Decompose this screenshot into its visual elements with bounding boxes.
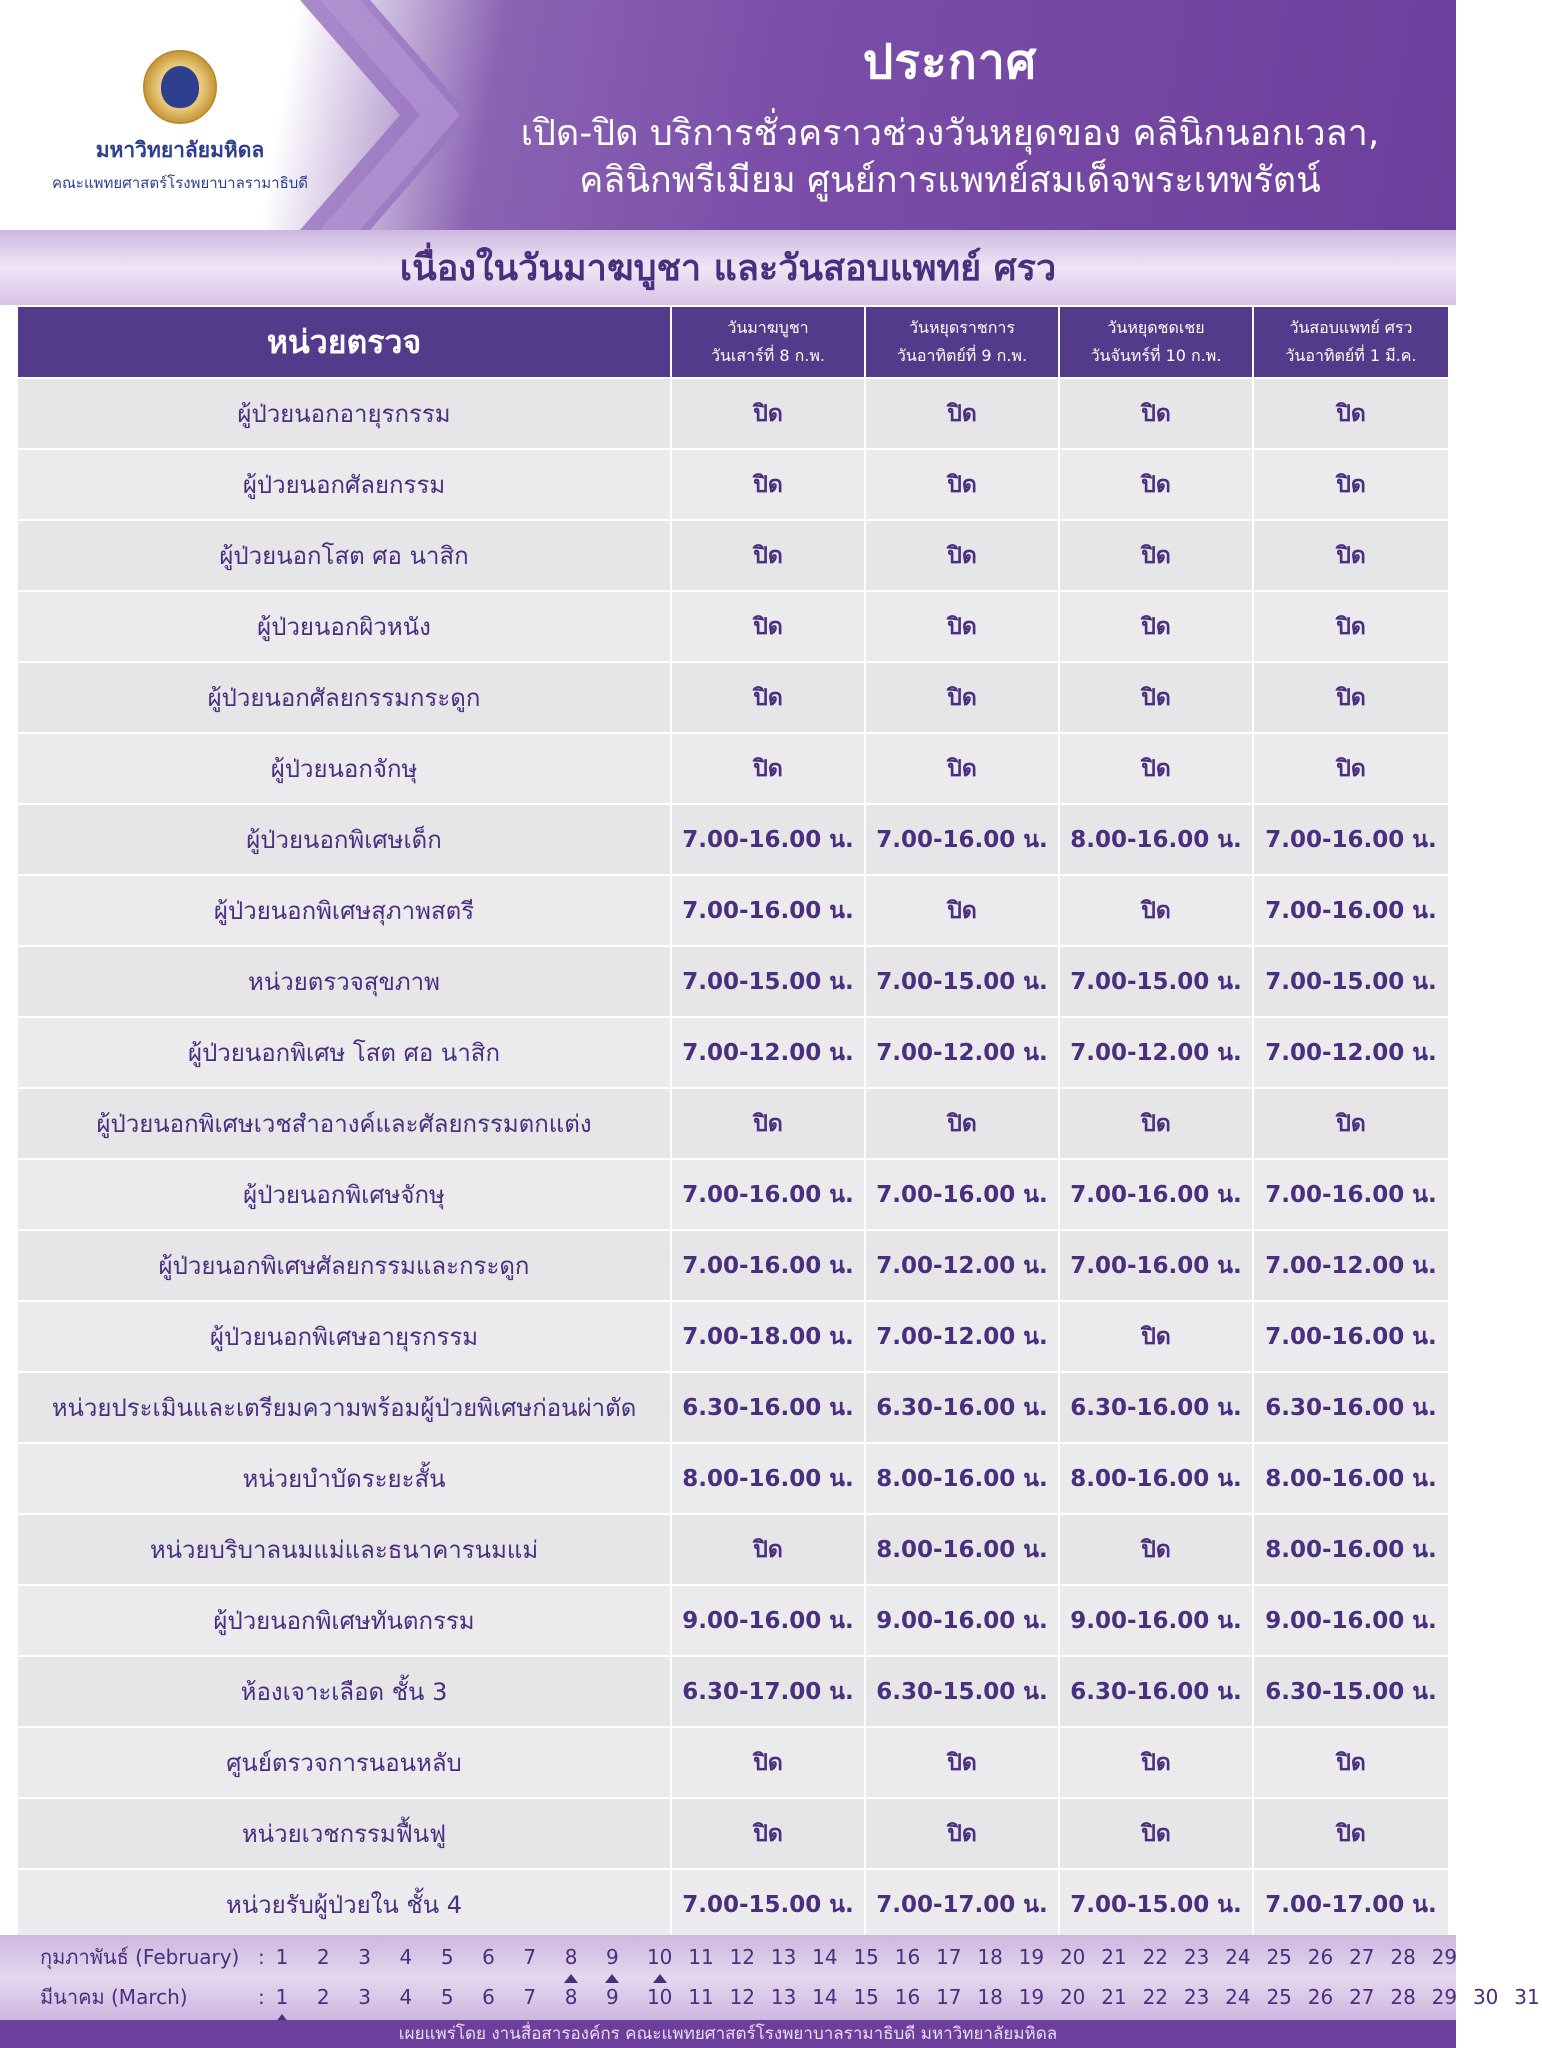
calendar-day: 16: [894, 1945, 921, 1969]
calendar-day: 24: [1225, 1985, 1251, 2009]
calendar-day: 26: [1307, 1985, 1334, 2009]
hours-cell: ปิด: [1253, 1798, 1449, 1869]
calendar-day: 7: [523, 1985, 537, 2009]
hours-cell: ปิด: [1253, 662, 1449, 733]
calendar-day: 19: [1018, 1945, 1045, 1969]
month-label-march: มีนาคม (March): [40, 1985, 188, 2009]
subtitle: เนื่องในวันมาฆบูชา และวันสอบแพทย์ ศรว: [399, 248, 1057, 289]
unit-name-cell: ผู้ป่วยนอกพิเศษทันตกรรม: [17, 1585, 671, 1656]
calendar-day: 27: [1349, 1945, 1375, 1969]
hours-cell: ปิด: [865, 520, 1059, 591]
hours-cell: 7.00-15.00 น.: [1059, 946, 1253, 1017]
hours-cell: 8.00-16.00 น.: [865, 1514, 1059, 1585]
calendar-day: 15: [853, 1985, 879, 2009]
hours-cell: 7.00-16.00 น.: [865, 804, 1059, 875]
calendar-day: 18: [977, 1945, 1003, 1969]
hours-cell: 7.00-18.00 น.: [671, 1301, 865, 1372]
calendar-day: 27: [1349, 1985, 1375, 2009]
table-row: [17, 449, 1449, 520]
table-row: [17, 1230, 1449, 1301]
hours-cell: 6.30-17.00 น.: [671, 1656, 865, 1727]
hours-cell: ปิด: [865, 1727, 1059, 1798]
calendar-day: 4: [399, 1985, 413, 2009]
hours-cell: 7.00-15.00 น.: [1059, 1869, 1253, 1940]
calendar-day: 31: [1514, 1985, 1540, 2009]
hours-cell: 7.00-16.00 น.: [671, 804, 865, 875]
hours-cell: 6.30-16.00 น.: [865, 1372, 1059, 1443]
unit-name-cell: ผู้ป่วยนอกพิเศษศัลยกรรมและกระดูก: [17, 1230, 671, 1301]
table-row: [17, 1301, 1449, 1372]
hours-cell: ปิด: [1059, 520, 1253, 591]
calendar-day: 5: [440, 1985, 454, 2009]
calendar-strip: [0, 1935, 1540, 2020]
calendar-day: 9: [597, 1939, 627, 1975]
calendar-day: 14: [812, 1945, 838, 1969]
hours-cell: ปิด: [1059, 875, 1253, 946]
hours-cell: ปิด: [1059, 378, 1253, 449]
calendar-row-march: [0, 1979, 1540, 2015]
header-banner: [0, 0, 1456, 230]
calendar-day: 17: [936, 1945, 962, 1969]
calendar-day: 25: [1266, 1945, 1292, 1969]
hours-cell: 8.00-16.00 น.: [1253, 1443, 1449, 1514]
unit-name-cell: ผู้ป่วยนอกพิเศษเวชสำอางค์และศัลยกรรมตกแต่ง: [17, 1088, 671, 1159]
hours-cell: 7.00-16.00 น.: [1253, 1159, 1449, 1230]
hours-cell: 8.00-16.00 น.: [1059, 804, 1253, 875]
hours-cell: 7.00-16.00 น.: [1253, 804, 1449, 875]
university-name: มหาวิทยาลัยมหิดล: [95, 138, 265, 162]
unit-column-header: หน่วยตรวจ: [17, 306, 671, 378]
table-row: [17, 662, 1449, 733]
calendar-day: 11: [688, 1945, 714, 1969]
unit-name-cell: หน่วยตรวจสุขภาพ: [17, 946, 671, 1017]
hours-cell: ปิด: [865, 1088, 1059, 1159]
page-title: ประกาศ: [862, 34, 1038, 90]
unit-name-cell: ผู้ป่วยนอกศัลยกรรม: [17, 449, 671, 520]
table-row: [17, 1514, 1449, 1585]
calendar-day: 28: [1390, 1985, 1416, 2009]
table-row: [17, 1443, 1449, 1514]
unit-name-cell: ผู้ป่วยนอกจักษุ: [17, 733, 671, 804]
hours-cell: ปิด: [1253, 520, 1449, 591]
hours-cell: ปิด: [1059, 733, 1253, 804]
unit-name-cell: ผู้ป่วยนอกผิวหนัง: [17, 591, 671, 662]
hours-cell: ปิด: [865, 378, 1059, 449]
calendar-day: 30: [1472, 1985, 1499, 2009]
hours-cell: 6.30-15.00 น.: [1253, 1656, 1449, 1727]
hours-cell: 6.30-16.00 น.: [1059, 1656, 1253, 1727]
table-row: [17, 591, 1449, 662]
calendar-day: 13: [770, 1945, 797, 1969]
calendar-day: 22: [1142, 1985, 1169, 2009]
hours-cell: 7.00-16.00 น.: [671, 875, 865, 946]
hours-cell: ปิด: [671, 378, 865, 449]
hours-cell: 8.00-16.00 น.: [1253, 1514, 1449, 1585]
calendar-day: 24: [1225, 1945, 1251, 1969]
table-row: [17, 1656, 1449, 1727]
hours-cell: ปิด: [865, 1798, 1059, 1869]
table-row: [17, 1159, 1449, 1230]
hours-cell: 7.00-15.00 น.: [1253, 946, 1449, 1017]
hours-cell: ปิด: [1253, 449, 1449, 520]
footer-credit: เผยแพร่โดย งานสื่อสารองค์กร คณะแพทยศาสตร์โรงพยาบาลรามาธิบดี มหาวิทยาลัยมหิดล: [0, 2020, 1456, 2048]
calendar-day: 21: [1101, 1985, 1127, 2009]
unit-name-cell: ศูนย์ตรวจการนอนหลับ: [17, 1727, 671, 1798]
table-row: [17, 1869, 1449, 1940]
calendar-day: 2: [316, 1945, 330, 1969]
hours-cell: ปิด: [1059, 1514, 1253, 1585]
subtitle-band: [0, 230, 1456, 305]
hours-cell: ปิด: [1059, 449, 1253, 520]
university-seal-icon: [143, 50, 217, 124]
calendar-day: 23: [1183, 1985, 1210, 2009]
hours-cell: ปิด: [671, 449, 865, 520]
day-column-header: วันหยุดชดเชย วันจันทร์ที่ 10 ก.พ.: [1059, 306, 1253, 378]
calendar-day: 23: [1183, 1945, 1210, 1969]
unit-name-cell: หน่วยรับผู้ป่วยใน ชั้น 4: [17, 1869, 671, 1940]
calendar-row-february: [0, 1939, 1456, 1975]
calendar-day: 6: [482, 1945, 495, 1969]
hours-cell: 6.30-15.00 น.: [865, 1656, 1059, 1727]
hours-cell: ปิด: [1253, 1088, 1449, 1159]
unit-name-cell: หน่วยบริบาลนมแม่และธนาคารนมแม่: [17, 1514, 671, 1585]
table-row: [17, 520, 1449, 591]
hours-cell: ปิด: [671, 520, 865, 591]
hours-cell: ปิด: [671, 1727, 865, 1798]
hours-cell: ปิด: [865, 662, 1059, 733]
calendar-day: 19: [1018, 1985, 1045, 2009]
unit-name-cell: ผู้ป่วยนอกพิเศษจักษุ: [17, 1159, 671, 1230]
logo-block: [20, 50, 340, 195]
day-column-header: วันหยุดราชการ วันอาทิตย์ที่ 9 ก.พ.: [865, 306, 1059, 378]
calendar-day: 15: [853, 1945, 879, 1969]
calendar-day: 20: [1059, 1945, 1086, 1969]
month-label-february: กุมภาพันธ์ (February): [40, 1945, 240, 1969]
day-column-header: วันมาฆบูชา วันเสาร์ที่ 8 ก.พ.: [671, 306, 865, 378]
hours-cell: ปิด: [1059, 1301, 1253, 1372]
calendar-day: 5: [440, 1945, 454, 1969]
calendar-day: 9: [606, 1985, 619, 2009]
calendar-day: 22: [1142, 1945, 1169, 1969]
calendar-day: 21: [1101, 1945, 1127, 1969]
calendar-day: 8: [564, 1985, 578, 2009]
hours-cell: 6.30-16.00 น.: [671, 1372, 865, 1443]
title-line-2: คลินิกพรีเมียม ศูนย์การแพทย์สมเด็จพระเทพรัตน์: [579, 160, 1321, 202]
hours-cell: ปิด: [865, 591, 1059, 662]
calendar-day: 1: [275, 1945, 289, 1969]
unit-name-cell: ผู้ป่วยนอกพิเศษ โสต ศอ นาสิก: [17, 1017, 671, 1088]
calendar-day: 29: [1431, 1985, 1458, 2009]
hours-cell: 7.00-12.00 น.: [1253, 1230, 1449, 1301]
calendar-day: 12: [729, 1985, 756, 2009]
table-row: [17, 946, 1449, 1017]
hours-cell: 7.00-15.00 น.: [865, 946, 1059, 1017]
unit-name-cell: หน่วยประเมินและเตรียมความพร้อมผู้ป่วยพิเศษก่อนผ่าตัด: [17, 1372, 671, 1443]
hours-cell: 7.00-12.00 น.: [1253, 1017, 1449, 1088]
table-row: [17, 1088, 1449, 1159]
hours-cell: ปิด: [671, 662, 865, 733]
table-row: [17, 733, 1449, 804]
hours-cell: ปิด: [671, 1514, 865, 1585]
calendar-day: 2: [316, 1985, 330, 2009]
calendar-day: 25: [1266, 1985, 1292, 2009]
hours-cell: 7.00-16.00 น.: [1253, 875, 1449, 946]
table-row: [17, 875, 1449, 946]
month-separator: :: [258, 1945, 265, 1969]
unit-name-cell: ห้องเจาะเลือด ชั้น 3: [17, 1656, 671, 1727]
calendar-day: 10: [645, 1939, 675, 1975]
hours-cell: 8.00-16.00 น.: [1059, 1443, 1253, 1514]
calendar-day: 13: [770, 1985, 797, 2009]
hours-cell: ปิด: [671, 1088, 865, 1159]
hours-cell: 7.00-12.00 น.: [865, 1230, 1059, 1301]
calendar-day: 11: [688, 1985, 714, 2009]
hours-cell: ปิด: [1059, 1727, 1253, 1798]
hours-cell: 7.00-16.00 น.: [671, 1230, 865, 1301]
hours-cell: ปิด: [671, 1798, 865, 1869]
table-row: [17, 1798, 1449, 1869]
table-row: [17, 1017, 1449, 1088]
unit-name-cell: ผู้ป่วยนอกพิเศษสุภาพสตรี: [17, 875, 671, 946]
calendar-day: 12: [729, 1945, 756, 1969]
calendar-day: 3: [358, 1945, 371, 1969]
hours-cell: 7.00-12.00 น.: [865, 1301, 1059, 1372]
hours-cell: ปิด: [865, 733, 1059, 804]
calendar-day: 10: [646, 1985, 673, 2009]
table-row: [17, 804, 1449, 875]
calendar-day: 29: [1431, 1945, 1458, 1969]
calendar-day: 28: [1390, 1945, 1416, 1969]
schedule-table: [16, 305, 1450, 1941]
hours-cell: 7.00-15.00 น.: [671, 946, 865, 1017]
calendar-day: 26: [1307, 1945, 1334, 1969]
unit-name-cell: ผู้ป่วยนอกศัลยกรรมกระดูก: [17, 662, 671, 733]
hours-cell: ปิด: [1253, 1727, 1449, 1798]
unit-name-cell: หน่วยเวชกรรมฟื้นฟู: [17, 1798, 671, 1869]
table-body: [17, 378, 1449, 1940]
hours-cell: 7.00-17.00 น.: [865, 1869, 1059, 1940]
hours-cell: 7.00-12.00 น.: [1059, 1017, 1253, 1088]
table-row: [17, 1727, 1449, 1798]
hours-cell: 9.00-16.00 น.: [865, 1585, 1059, 1656]
table-row: [17, 1372, 1449, 1443]
table-header-row: [17, 306, 1449, 378]
faculty-name: คณะแพทยศาสตร์โรงพยาบาลรามาธิบดี: [51, 174, 309, 192]
hours-cell: ปิด: [1059, 662, 1253, 733]
hours-cell: ปิด: [1253, 591, 1449, 662]
calendar-day: 7: [523, 1945, 537, 1969]
month-separator: :: [258, 1985, 265, 2009]
hours-cell: 9.00-16.00 น.: [1253, 1585, 1449, 1656]
hours-cell: 7.00-16.00 น.: [1253, 1301, 1449, 1372]
hours-cell: 6.30-16.00 น.: [1059, 1372, 1253, 1443]
unit-name-cell: ผู้ป่วยนอกอายุรกรรม: [17, 378, 671, 449]
calendar-day: 1: [267, 1979, 297, 2015]
title-line-1: เปิด-ปิด บริการชั่วคราวช่วงวันหยุดของ คลินิกนอกเวลา,: [520, 113, 1380, 154]
calendar-day: 18: [977, 1985, 1003, 2009]
hours-cell: 7.00-17.00 น.: [1253, 1869, 1449, 1940]
unit-name-cell: หน่วยบำบัดระยะสั้น: [17, 1443, 671, 1514]
calendar-day: 14: [812, 1985, 838, 2009]
hours-cell: ปิด: [865, 875, 1059, 946]
calendar-day: 4: [399, 1945, 413, 1969]
hours-cell: 8.00-16.00 น.: [671, 1443, 865, 1514]
hours-cell: 7.00-16.00 น.: [1059, 1230, 1253, 1301]
hours-cell: 8.00-16.00 น.: [865, 1443, 1059, 1514]
calendar-day: 17: [936, 1985, 962, 2009]
calendar-day: 16: [894, 1985, 921, 2009]
table-row: [17, 378, 1449, 449]
unit-name-cell: ผู้ป่วยนอกพิเศษเด็ก: [17, 804, 671, 875]
hours-cell: 7.00-12.00 น.: [671, 1017, 865, 1088]
unit-name-cell: ผู้ป่วยนอกโสต ศอ นาสิก: [17, 520, 671, 591]
hours-cell: ปิด: [1059, 591, 1253, 662]
hours-cell: ปิด: [1253, 733, 1449, 804]
hours-cell: ปิด: [1059, 1088, 1253, 1159]
unit-name-cell: ผู้ป่วยนอกพิเศษอายุรกรรม: [17, 1301, 671, 1372]
hours-cell: 7.00-15.00 น.: [671, 1869, 865, 1940]
title-block: [470, 24, 1430, 202]
calendar-day: 20: [1059, 1985, 1086, 2009]
hours-cell: ปิด: [1059, 1798, 1253, 1869]
table-row: [17, 1585, 1449, 1656]
hours-cell: 9.00-16.00 น.: [671, 1585, 865, 1656]
calendar-day: 6: [482, 1985, 495, 2009]
hours-cell: 7.00-16.00 น.: [865, 1159, 1059, 1230]
hours-cell: 7.00-16.00 น.: [671, 1159, 865, 1230]
hours-cell: 7.00-16.00 น.: [1059, 1159, 1253, 1230]
hours-cell: 7.00-12.00 น.: [865, 1017, 1059, 1088]
hours-cell: ปิด: [671, 733, 865, 804]
hours-cell: ปิด: [671, 591, 865, 662]
calendar-day: 8: [556, 1939, 586, 1975]
calendar-day: 3: [358, 1985, 371, 2009]
hours-cell: 6.30-16.00 น.: [1253, 1372, 1449, 1443]
hours-cell: ปิด: [1253, 378, 1449, 449]
day-column-header: วันสอบแพทย์ ศรว วันอาทิตย์ที่ 1 มี.ค.: [1253, 306, 1449, 378]
hours-cell: ปิด: [865, 449, 1059, 520]
hours-cell: 9.00-16.00 น.: [1059, 1585, 1253, 1656]
